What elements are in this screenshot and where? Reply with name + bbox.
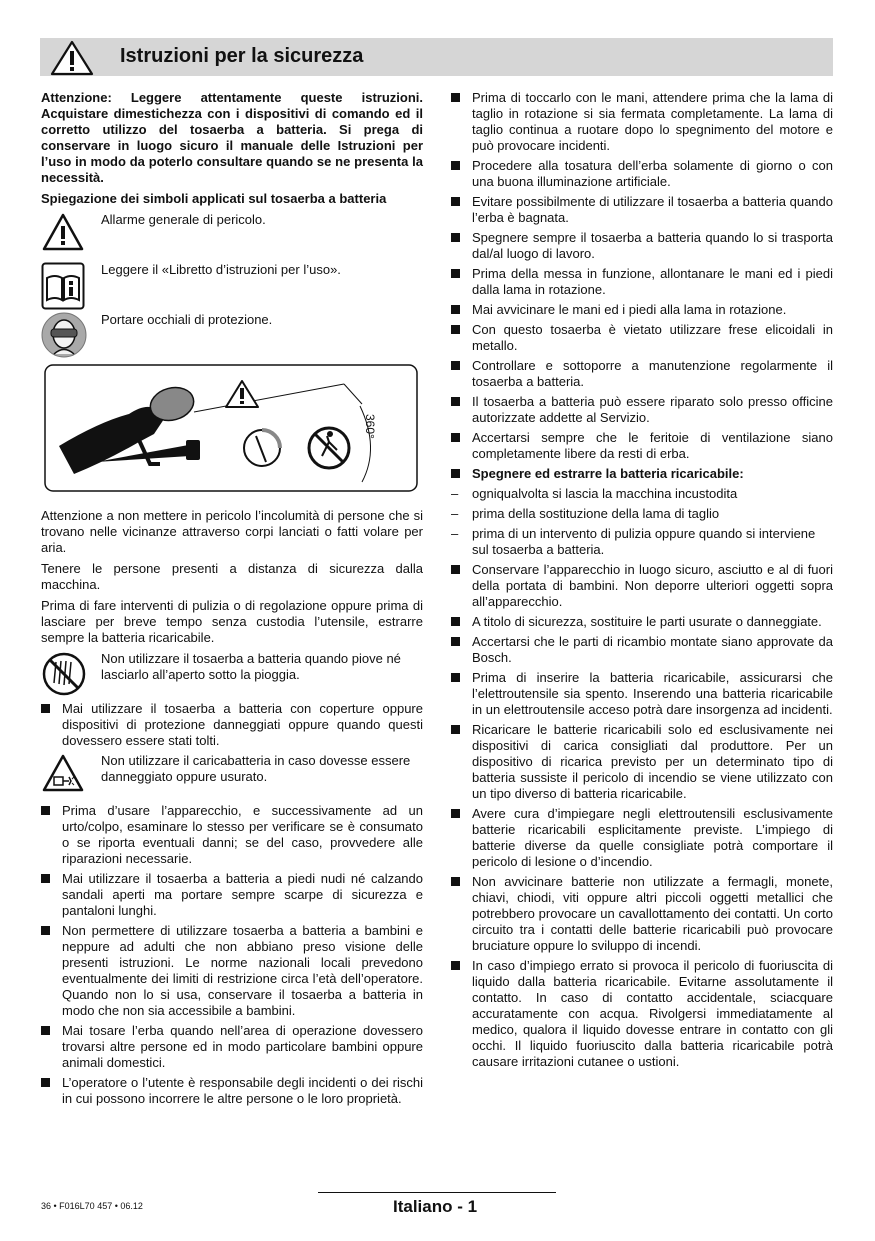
page-title: Istruzioni per la sicurezza — [120, 45, 364, 67]
read-manual-icon — [41, 262, 85, 310]
bullet-item: Mai utilizzare il tosaerba a batteria con coperture oppure dispositivi di protezione danneggiati oppure quando questi dovessero essere stati tolti. — [41, 701, 423, 749]
warning-triangle-icon — [50, 40, 94, 76]
bullet-marker — [451, 197, 460, 206]
trimmer-figure — [44, 364, 423, 496]
paragraph: Prima di fare interventi di pulizia o di regolazione oppure prima di lasciare per breve tempo senza custodia l’utensile, estrarre sempre la batteria ricaricabile. — [41, 598, 423, 645]
bullet-item: Conservare l’apparecchio in luogo sicuro, asciutto e al di fuori della portata di bambini. Non deporre ulteriori oggetti sopra all’apparecchio. — [451, 562, 833, 610]
symbols-heading: Spiegazione dei simboli applicati sul tosaerba a batteria — [41, 191, 387, 206]
bullet-marker — [451, 617, 460, 626]
bullet-item: Avere cura d’impiegare negli elettroutensili esclusivamente batterie ricaricabili esplicitamente previste. L’impiego di batterie diverse da quelle consigliate potrà comportare il pericolo di lesione o d’incendio. — [451, 806, 833, 870]
bullet-marker — [451, 161, 460, 170]
symbol-row-manual — [41, 262, 423, 306]
intro-text: Attenzione: Leggere attentamente queste istruzioni. Acquistare dimestichezza con i dispositivi di comando ed il corretto utilizzo del tosaerba a batteria. Si prega di conservare in luogo sicuro il manuale delle Istruzioni per l’uso in modo da poterlo consultare quando se ne presenta la necessità. — [41, 90, 423, 185]
rain-note: Non utilizzare il tosaerba a batteria quando piove né lasciarlo all’aperto sotto la pioggia. — [101, 651, 401, 682]
page-label: Italiano - 1 — [393, 1197, 478, 1216]
footer-divider — [318, 1192, 556, 1193]
bullet-item: A titolo di sicurezza, sostituire le parti usurate o danneggiate. — [451, 614, 833, 630]
bullet-marker — [451, 961, 460, 970]
bullet-marker — [451, 565, 460, 574]
bullet-item: Procedere alla tosatura dell’erba solamente di giorno o con una buona illuminazione artificiale. — [451, 158, 833, 190]
bullet-marker — [451, 233, 460, 242]
bullet-item: Non permettere di utilizzare tosaerba a batteria a bambini e neppure ad adulti che non abbiano preso visione delle presenti istruzioni. Le norme nazionali locali prevedono eventualmente dei limiti di restrizione circa l’età dell’operatore. Quando non lo si usa, conservare il tosaerba a batteria in modo che non sia accessibile a bambini. — [41, 923, 423, 1019]
no-rain-icon — [41, 651, 87, 697]
rotation-angle-label: 360° — [363, 414, 377, 439]
bullet-item: Con questo tosaerba è vietato utilizzare frese elicoidali in metallo. — [451, 322, 833, 354]
bullet-marker — [451, 269, 460, 278]
bullet-item: Spegnere sempre il tosaerba a batteria quando lo si trasporta dal/al luogo di lavoro. — [451, 230, 833, 262]
bullet-marker — [451, 305, 460, 314]
rain-note-row — [41, 651, 423, 695]
bullet-marker — [451, 361, 460, 370]
damaged-charger-warning-icon — [41, 753, 85, 793]
bullet-item: Mai avvicinare le mani ed i piedi alla lama in rotazione. — [451, 302, 833, 318]
symbol-label: Allarme generale di pericolo. — [101, 212, 266, 227]
trimmer-illustration — [44, 364, 418, 492]
symbol-row-goggles — [41, 312, 423, 356]
paragraph: Tenere le persone presenti a distanza di sicurezza dalla macchina. — [41, 561, 423, 592]
symbol-label: Portare occhiali di protezione. — [101, 312, 273, 327]
dash-item: – prima della sostituzione della lama di taglio — [451, 506, 720, 521]
bullet-marker — [41, 704, 50, 713]
safety-goggles-icon — [41, 312, 87, 358]
bullet-item: In caso d’impiego errato si provoca il pericolo di fuoriuscita di liquido dalla batteria ricaricabile. Evitarne assolutamente il contatto. In caso di contatto accidentale, sciacquare accuratamente con acqua. Rivolgersi immediatamente al medico, qualora il liquido dovesse entrare in contatto con gli occhi. Il liquido fuoriuscito dalla batteria ricaricabile potrà causare irritazioni cutanee o ustioni. — [451, 958, 833, 1070]
bullet-item: Accertarsi sempre che le feritoie di ventilazione siano completamente libere da resti di erba. — [451, 430, 833, 462]
battery-heading: Spegnere ed estrarre la batteria ricaricabile: — [451, 466, 833, 482]
dash-marker: – — [451, 486, 459, 501]
dash-marker: – — [451, 526, 459, 541]
section-header — [40, 38, 833, 76]
bullet-marker — [451, 93, 460, 102]
charger-note: Non utilizzare il caricabatteria in caso dovesse essere danneggiato oppure usurato. — [101, 753, 411, 784]
bullet-item: Evitare possibilmente di utilizzare il tosaerba a batteria quando l’erba è bagnata. — [451, 194, 833, 226]
bullet-item: Prima della messa in funzione, allontanare le mani ed i piedi dalla lama in rotazione. — [451, 266, 833, 298]
bullet-item: Mai utilizzare il tosaerba a batteria a piedi nudi né calzando sandali aperti ma portare sempre scarpe di sicurezza e pantaloni lunghi. — [41, 871, 423, 919]
left-column — [41, 90, 423, 1111]
bullet-item: Accertarsi che le parti di ricambio montate siano approvate da Bosch. — [451, 634, 833, 666]
symbol-row-warning — [41, 212, 423, 256]
dash-item: – prima di un intervento di pulizia oppure quando si interviene sul tosaerba a batteria. — [451, 526, 816, 557]
bullet-item: Non avvicinare batterie non utilizzate a fermagli, monete, chiavi, chiodi, viti oppure altri piccoli oggetti metallici che potrebbero provocare un cavallottamento dei contatti. Un corto circuito tra i contatti delle batterie ricaricabili può provocare bruciature oppure lo sviluppo di incendi. — [451, 874, 833, 954]
right-column — [451, 90, 833, 1074]
bullet-marker — [451, 325, 460, 334]
bullet-marker — [451, 469, 460, 478]
bullet-marker — [451, 397, 460, 406]
bullet-item: Controllare e sottoporre a manutenzione regolarmente il tosaerba a batteria. — [451, 358, 833, 390]
bullet-item: Prima di inserire la batteria ricaricabile, assicurarsi che l’elettroutensile sia spento. Inserendo una batteria ricaricabile in un elettroutensile acceso potrà dare insorgenza ad incidenti. — [451, 670, 833, 718]
bullet-marker — [451, 877, 460, 886]
dash-marker: – — [451, 506, 459, 521]
paragraph: Attenzione a non mettere in pericolo l’incolumità di persone che si trovano nelle vicinanze attraverso corpi lanciati o fatti volare per aria. — [41, 508, 423, 555]
bullet-marker — [451, 809, 460, 818]
document-code: 36 • F016L70 457 • 06.12 — [41, 1201, 143, 1211]
bullet-item: Ricaricare le batterie ricaricabili solo ed esclusivamente nei dispositivi di carica consigliati dal produttore. Per un dispositivo di ricarica previsto per un determinato tipo di batteria sussiste il pericolo di incendio se viene utilizzato con un tipo diverso di batteria ricaricabile. — [451, 722, 833, 802]
bullet-marker — [41, 806, 50, 815]
symbol-label: Leggere il «Libretto d’istruzioni per l’uso». — [101, 262, 341, 277]
bullet-marker — [451, 433, 460, 442]
bullet-marker — [451, 673, 460, 682]
bullet-marker — [41, 1078, 50, 1087]
dash-item: – ogniqualvolta si lascia la macchina incustodita — [451, 486, 738, 501]
bullet-marker — [41, 1026, 50, 1035]
bullet-marker — [41, 926, 50, 935]
bullet-item: Prima d’usare l’apparecchio, e successivamente ad un urto/colpo, esaminare lo stesso per verificare se è consumato o se riporta eventuali danni; se del caso, provvedere alle riparazioni necessarie. — [41, 803, 423, 867]
bullet-item: Il tosaerba a batteria può essere riparato solo presso officine autorizzate addette al Servizio. — [451, 394, 833, 426]
bullet-marker — [41, 874, 50, 883]
charger-note-row — [41, 753, 423, 797]
bullet-marker — [451, 725, 460, 734]
bullet-item: Mai tosare l’erba quando nell’area di operazione dovessero trovarsi altre persone ed in modo particolare bambini oppure animali domestici. — [41, 1023, 423, 1071]
bullet-item: Prima di toccarlo con le mani, attendere prima che la lama di taglio in rotazione si sia fermata completamente. La lama di taglio continua a ruotare dopo lo spegnimento del motore e può provocare incidenti. — [451, 90, 833, 154]
warning-triangle-icon — [41, 212, 85, 252]
bullet-marker — [451, 637, 460, 646]
bullet-item: L’operatore o l’utente è responsabile degli incidenti o dei rischi in cui possono incorrere le altre persone o le loro proprietà. — [41, 1075, 423, 1107]
